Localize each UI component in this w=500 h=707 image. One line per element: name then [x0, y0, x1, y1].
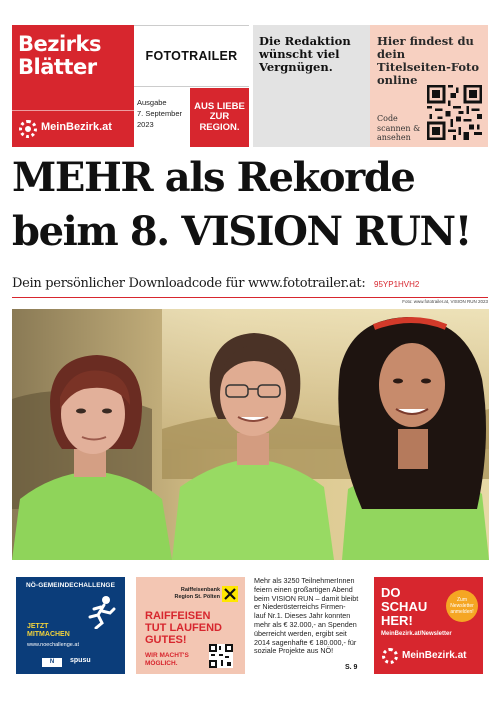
slogan-badge — [190, 88, 249, 147]
noe-challenge-cta — [27, 623, 70, 639]
qr-note: Code scannen & ansehen — [377, 114, 421, 142]
headline-divider — [12, 297, 488, 298]
raiffeisen-ad[interactable] — [136, 577, 245, 674]
meinbezirk-brand: MeinBezirk.at — [402, 650, 467, 661]
noe-challenge-cta-line-1: JETZT — [27, 623, 49, 630]
news-line: überreicht werden, ergibt seit — [254, 628, 347, 638]
newsletter-head-line-3: HER! — [381, 613, 413, 628]
raiffeisen-qr-code-icon[interactable] — [209, 644, 233, 668]
logo-divider — [12, 110, 134, 111]
meinbezirk-mark-icon — [19, 120, 37, 138]
noe-partner-badge-icon: N — [42, 658, 62, 667]
photo-credit: Foto: www.fototrailer.at, VISION RUN 2023 — [402, 299, 488, 304]
bezirksblaetter-logo[interactable] — [12, 25, 134, 147]
issue-date: 7. September 2023 — [137, 109, 183, 129]
raiffeisen-slogan — [145, 652, 189, 667]
issue-label: Ausgabe — [137, 98, 167, 107]
raiffeisen-sub-line-2: MÖGLICH. — [145, 659, 178, 667]
brand-name: Bezirks Blätter — [18, 32, 101, 79]
noe-sponsor: spusu — [70, 657, 91, 664]
fototrailer-section-box — [134, 25, 249, 87]
cover-photo-illustration — [12, 309, 489, 560]
issue-info — [137, 97, 189, 130]
headline-line-2: beim 8. VISION RUN! — [12, 208, 471, 255]
brand-url: MeinBezirk.at — [41, 121, 112, 133]
raiffeisen-bank-name — [158, 587, 220, 600]
news-snippet — [254, 577, 364, 656]
raiffeisen-bank-line-2: Region St. Pölten — [174, 593, 220, 600]
newsletter-signup-text: Zum Newsletter anmelden! — [450, 597, 474, 615]
editorial-teaser-text: Die Redaktion wünscht viel Vergnügen. — [259, 34, 351, 74]
news-line: Mehr als 3250 TeilnehmerInnen — [254, 576, 355, 585]
qr-code-icon[interactable] — [427, 85, 482, 140]
editorial-teaser — [253, 25, 370, 147]
news-line: 2014 sagenhafte € 180.000,- für — [254, 637, 357, 647]
newsletter-headline — [381, 586, 427, 628]
newsletter-head-line-2: SCHAU — [381, 599, 428, 614]
news-line: feiern einen großartigen Abend — [254, 584, 353, 594]
news-page-ref[interactable]: S. 9 — [345, 664, 358, 671]
meinbezirk-mark-icon — [382, 648, 398, 664]
slogan-text: AUS LIEBE ZUR REGION. — [194, 100, 245, 133]
raiffeisen-sub-line-1: WIR MACHT'S — [145, 652, 189, 659]
runner-icon — [86, 595, 116, 629]
news-line: lauf Nr.1. Dieses Jahr konnten — [254, 611, 351, 621]
news-line: mehr als € 32.000,- an Spenden — [254, 619, 357, 629]
news-line: er Niederösterreichs Firmen- — [254, 602, 346, 612]
raiffeisen-bank-line-1: Raiffeisenbank — [180, 587, 220, 593]
noe-challenge-title: NÖ-GEMEINDECHALLENGE — [25, 582, 116, 589]
noe-challenge-ad[interactable] — [16, 577, 125, 674]
newsletter-signup-badge[interactable] — [446, 590, 478, 622]
news-line: beim VISION RUN – damit bleibt — [254, 593, 359, 603]
meinbezirk-newsletter-ad[interactable] — [374, 577, 483, 674]
download-code-text: Dein persönlicher Downloadcode für www.fototrailer.at: — [12, 276, 366, 291]
download-code: 95YP1HVH2 — [374, 280, 420, 289]
noe-challenge-url: www.noechallenge.at — [27, 642, 79, 648]
raiffeisen-logo-icon — [222, 586, 238, 602]
newsletter-head-line-1: DO — [381, 585, 401, 600]
raiffeisen-head-line-1: RAIFFEISEN — [145, 610, 211, 622]
noe-challenge-cta-line-2: MITMACHEN — [27, 631, 70, 638]
section-label: FOTOTRAILER — [145, 49, 238, 63]
raiffeisen-head-line-3: GUTES! — [145, 634, 187, 646]
online-photo-teaser-text: Hier findest du dein Titelseiten-Foto online — [377, 34, 480, 87]
headline-line-1: MEHR als Rekorde — [12, 154, 415, 201]
raiffeisen-head-line-2: TUT LAUFEND — [145, 622, 222, 634]
cover-photo — [12, 309, 489, 560]
online-photo-teaser — [370, 25, 488, 147]
news-line: soziale Projekte aus NÖ! — [254, 646, 334, 656]
main-headline — [12, 151, 490, 259]
newsletter-url: MeinBezirk.at/Newsletter — [381, 631, 452, 637]
raiffeisen-headline — [145, 610, 222, 646]
